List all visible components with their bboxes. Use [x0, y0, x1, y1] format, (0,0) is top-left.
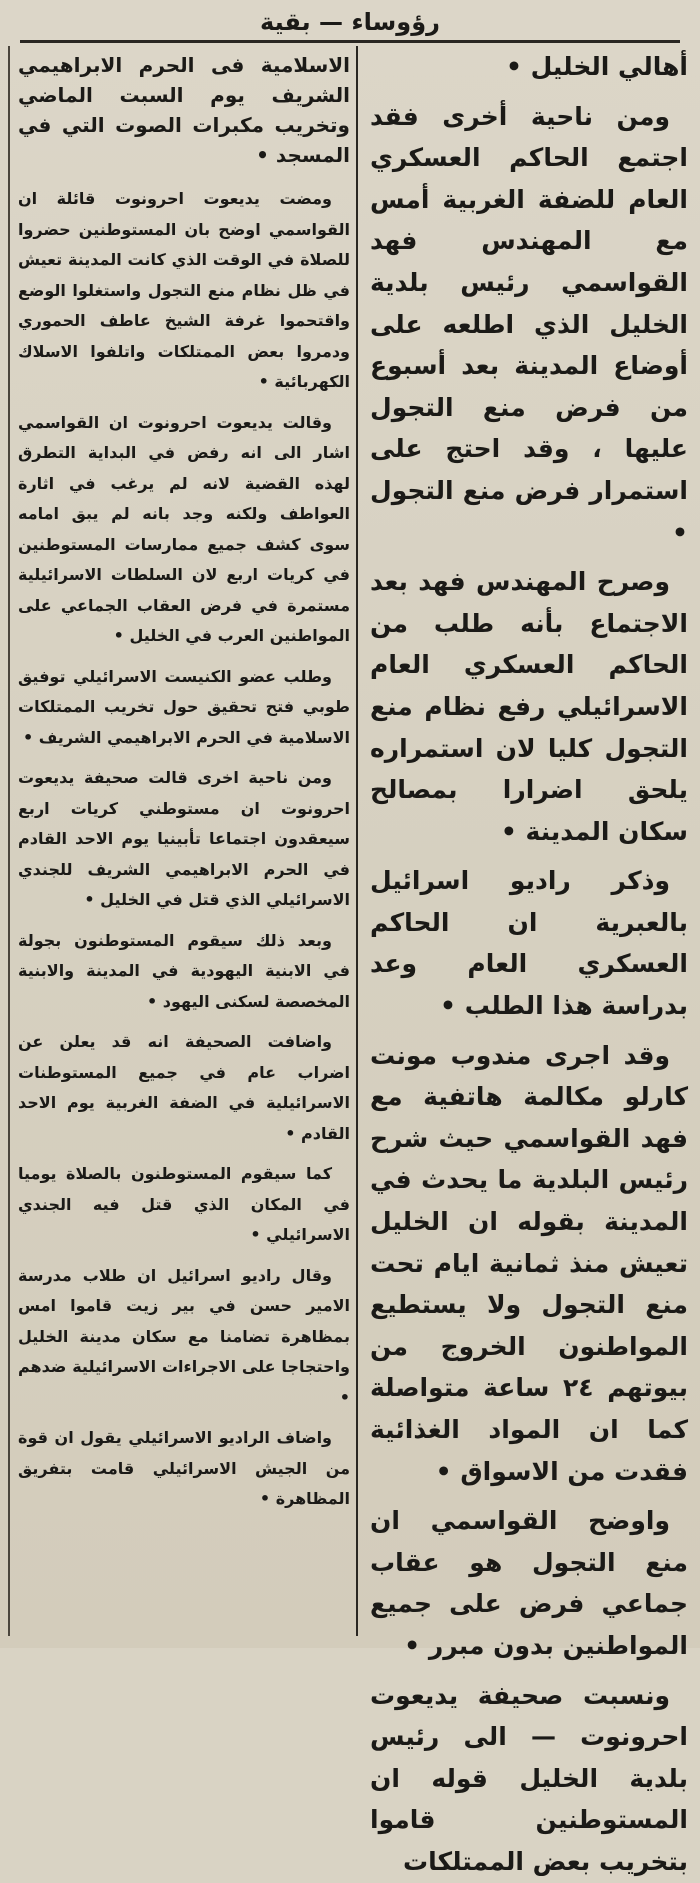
page-header: رؤوساء — بقية [260, 8, 440, 36]
right-paragraph: ومن ناحية أخرى فقد اجتمع الحاكم العسكري العام للضفة الغربية أمس مع المهندس فهد القواسمي رئيس بلدية الخليل الذي اطلعه على أوضاع المدينة بعد أسبوع من فرض منع التجول عليها ، وقد احتج على استمرار فرض منع التجول • [370, 101, 688, 547]
right-paragraph: واوضح القواسمي ان منع التجول هو عقاب جماعي فرض على جميع المواطنين بدون مبرر • [370, 1506, 688, 1660]
left-lead: الاسلامية فى الحرم الابراهيمي الشريف يوم السبت الماضي وتخريب مكبرات الصوت التي في المسجد • [18, 53, 350, 167]
right-paragraph: وذكر راديو اسرائيل بالعبرية ان الحاكم العسكري العام وعد بدراسة هذا الطلب • [370, 866, 688, 1021]
left-paragraph: وقال راديو اسرائيل ان طلاب مدرسة الامير حسن في بير زيت قاموا امس بمظاهرة تضامنا مع سكان مدينة الخليل واحتجاجا على الاجراءات الاسرائيلية ضدهم • [18, 1265, 350, 1407]
right-paragraph: وقد اجرى مندوب مونت كارلو مكالمة هاتفية مع فهد القواسمي حيث شرح رئيس البلدية ما يحدث في المدينة بقوله ان الخليل تعيش منذ ثمانية ايام تحت منع التجول ولا يستطيع المواطنون الخروج من بيوتهم ٢٤ ساعة متواصلة كما ان المواد الغذائية فقدت من الاسواق • [370, 1040, 689, 1486]
header-rule [20, 40, 680, 43]
left-edge-rule [8, 46, 10, 1636]
left-paragraph: ومن ناحية اخرى قالت صحيفة يديعوت احرونوت ان مستوطني كريات اربع سيعقدون اجتماعا تأبينيا يوم الاحد القادم في الحرم الابراهيمي الشريف للجندي الاسرائيلي الذي قتل في الخليل • [18, 768, 350, 909]
left-paragraph: ومضت يديعوت احرونوت قائلة ان القواسمي اوضح بان المستوطنين حضروا للصلاة في الوقت الذي كانت المدينة تعيش في ظل نظام منع التجول واستغلوا الوضع واقتحموا غرفة الشيخ عاطف الحموري ودمروا بعض الممتلكات واتلفوا الاسلاك الكهربائية • [18, 189, 350, 391]
left-paragraph: وطلب عضو الكنيست الاسرائيلي توفيق طوبي فتح تحقيق حول تخريب الممتلكات الاسلامية في الحرم الابراهيمي الشريف • [18, 666, 350, 747]
right-paragraph: أهالي الخليل • [505, 52, 688, 81]
right-paragraph: ونسبت صحيفة يديعوت احرونوت — الى رئيس بلدية الخليل قوله ان المستوطنين قاموا بتخريب بعض الممتلكات [370, 1680, 688, 1876]
left-paragraph: واضافت الصحيفة انه قد يعلن عن اضراب عام في جميع المستوطنات الاسرائيلية في الضفة الغربية يوم الاحد القادم • [18, 1032, 350, 1143]
right-paragraph: وصرح المهندس فهد بعد الاجتماع بأنه طلب من الحاكم العسكري العام الاسرائيلي رفع نظام منع التجول كليا لان استمراره يلحق اضرارا بمصالح سكان المدينة • [370, 567, 688, 846]
left-paragraph: كما سيقوم المستوطنون بالصلاة يوميا في المكان الذي قتل فيه الجندي الاسرائيلي • [18, 1164, 350, 1244]
left-column [18, 50, 350, 1630]
column-divider [356, 46, 358, 1636]
right-column [370, 46, 689, 1876]
left-paragraph: وقالت يديعوت احرونوت ان القواسمي اشار الى انه رفض في البداية التطرق لهذه القضية لانه لم يرغب في اثارة العواطف ولكنه وجد بانه لم يبق امامه سوى كشف جميع ممارسات المستوطنين في كريات اربع لان السلطات الاسرائيلية مستمرة في فرض العقاب الجماعي على المواطنين العرب في الخليل • [18, 412, 350, 645]
left-paragraph: واضاف الراديو الاسرائيلي يقول ان قوة من الجيش الاسرائيلي قامت بتفريق المظاهرة • [18, 1428, 350, 1508]
left-paragraph: وبعد ذلك سيقوم المستوطنون بجولة في الابنية اليهودية في المدينة والابنية المخصصة لسكنى اليهود • [18, 930, 350, 1011]
